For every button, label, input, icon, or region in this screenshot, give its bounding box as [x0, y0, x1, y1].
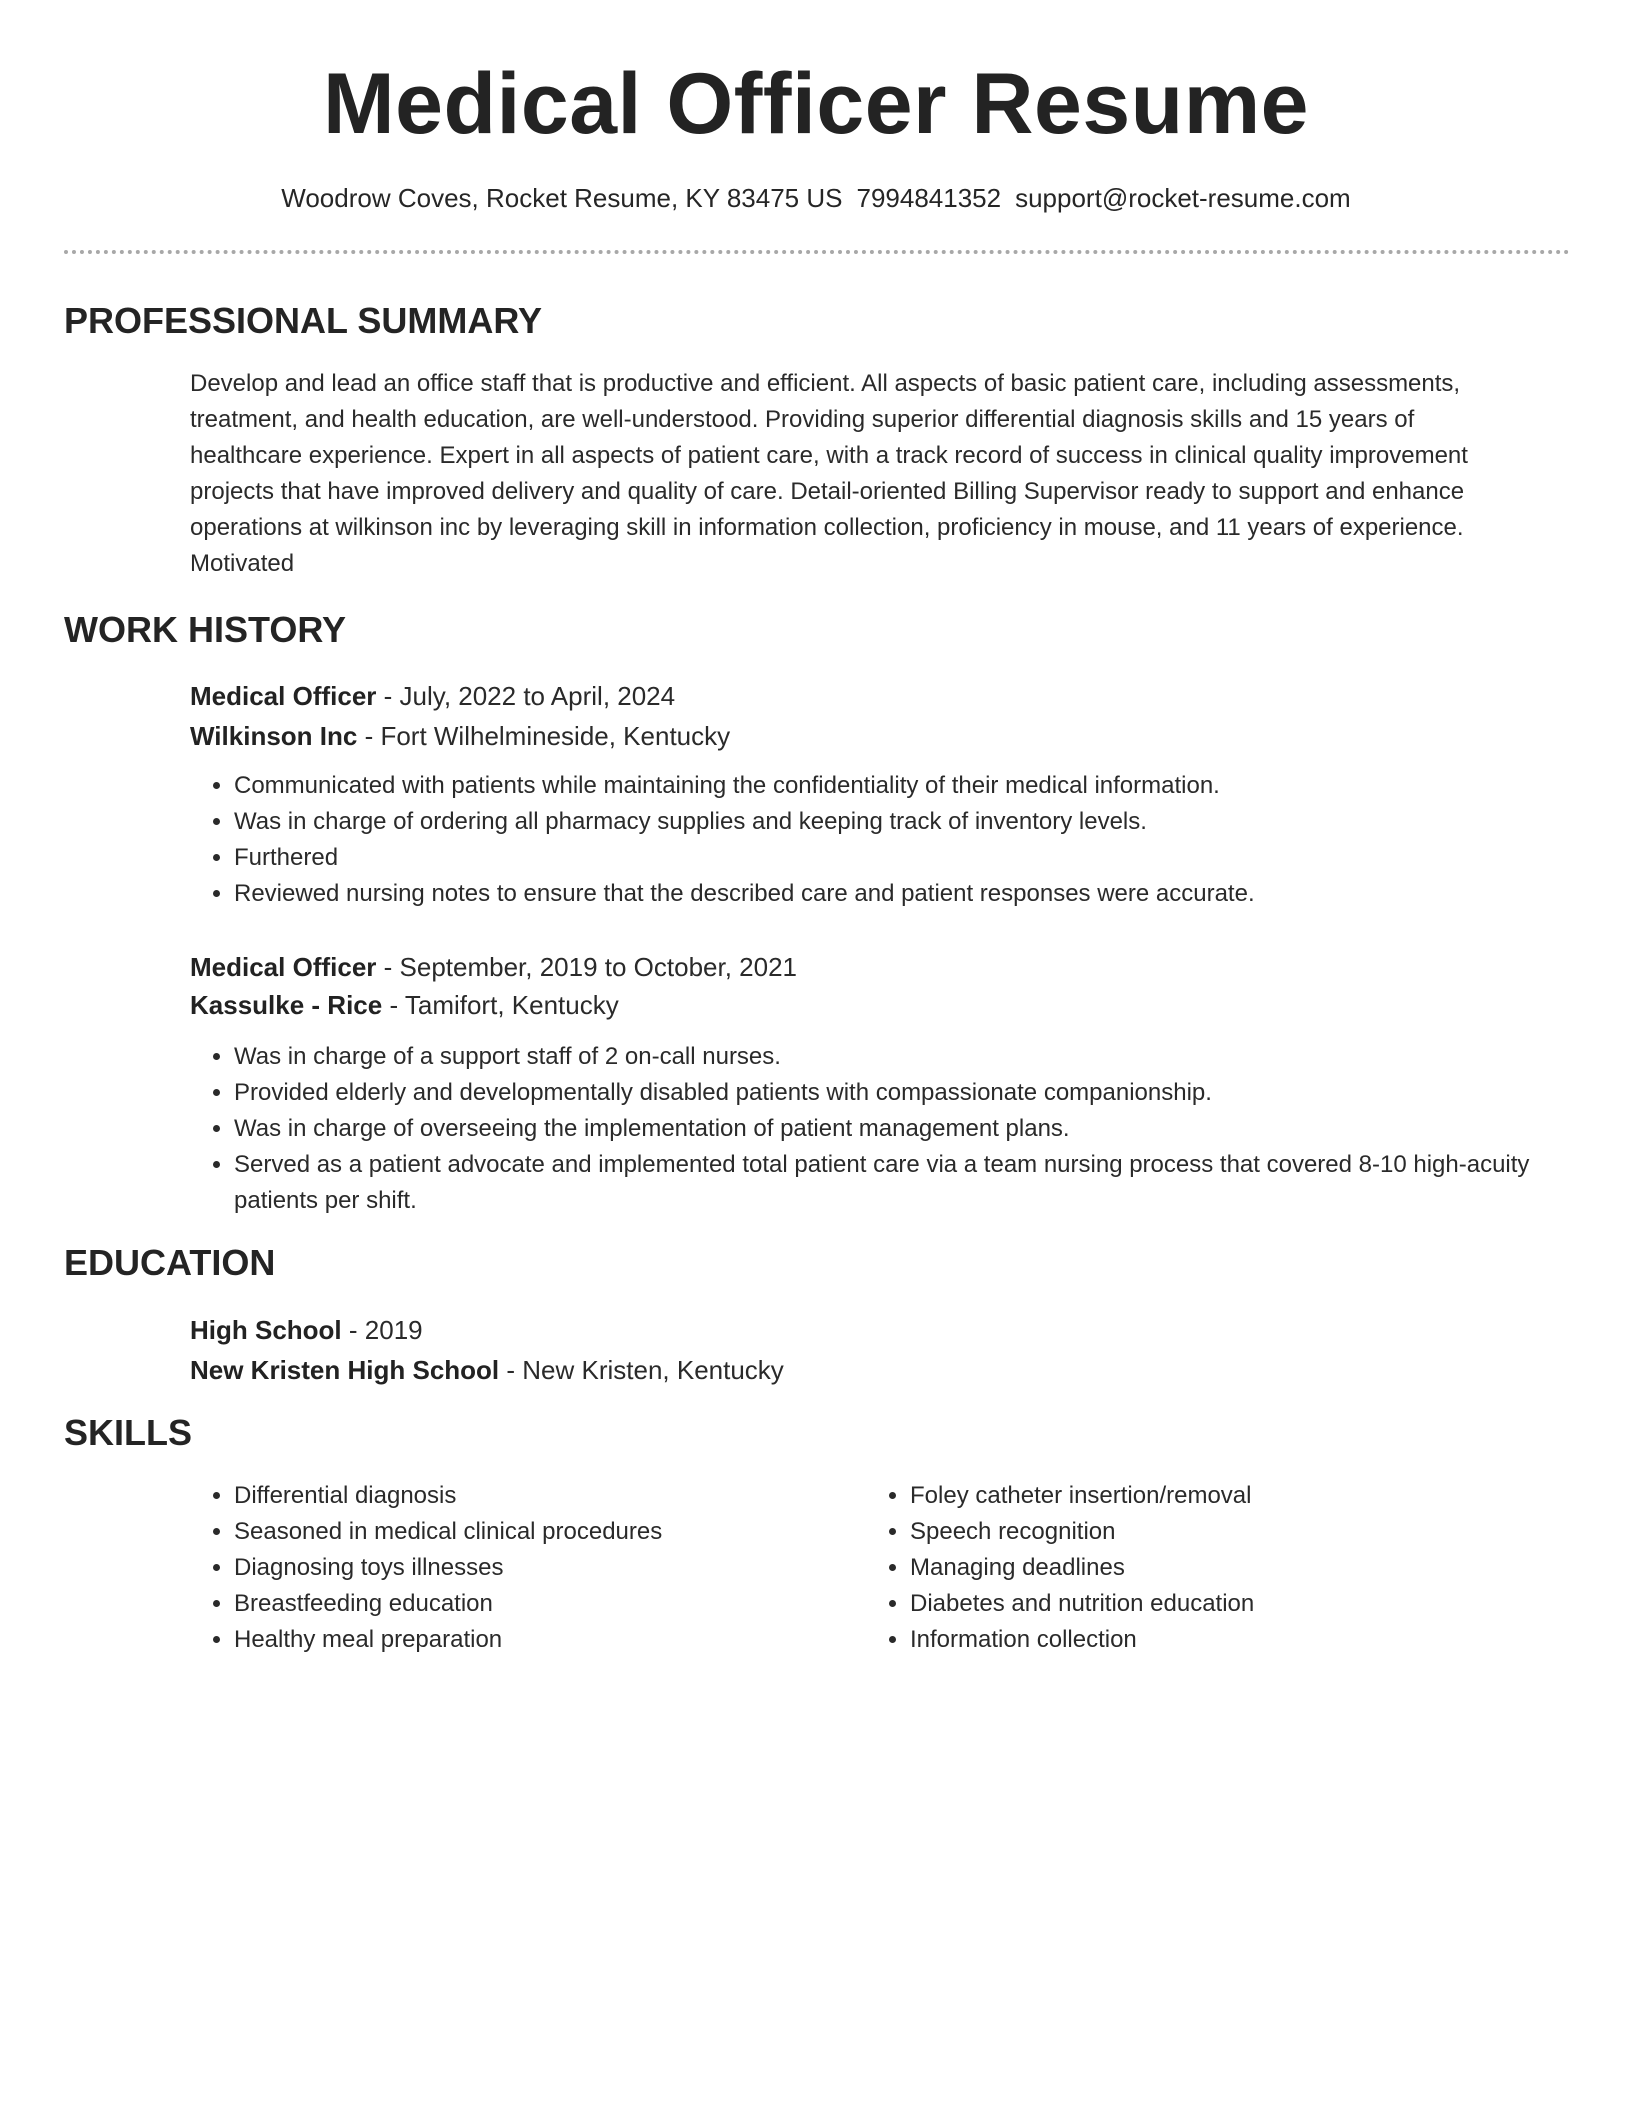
- skill-item: • Information collection: [910, 1622, 1526, 1658]
- header-divider: [64, 250, 1570, 254]
- skill-item: • Healthy meal preparation: [234, 1622, 850, 1658]
- job-bullets: [190, 768, 1530, 912]
- summary-text: Develop and lead an office staff that is productive and efficient. All aspects of basic patient care, including assessments, treatment, and health education, are well-understood. Providing superior differential diagnosis skills and 15 years of healthcare experience. Expert in all aspects of patient care, with a track record of success in clinical quality improvement projects that have improved delivery and quality of care. Detail-oriented Billing Supervisor ready to support and enhance operations at wilkinson inc by leveraging skill in information collection, proficiency in mouse, and 11 years of experience. Motivated: [190, 370, 1468, 577]
- contact-email: support@rocket-resume.com: [1015, 183, 1351, 213]
- job-title: Medical Officer: [190, 681, 377, 711]
- page-title: Medical Officer Resume: [322, 56, 1310, 152]
- education-degree-line: [190, 1310, 1530, 1350]
- list-item: • Communicated with patients while maintaining the confidentiality of their medical information.: [234, 768, 1530, 804]
- job-company-line: [190, 985, 1530, 1025]
- list-item: • Reviewed nursing notes to ensure that the described care and patient responses were accurate.: [234, 876, 1530, 912]
- education-entry: [190, 1310, 1530, 1390]
- list-item: • Served as a patient advocate and implemented total patient care via a team nursing process that covered 8-10 high-acuity patients per shift.: [234, 1147, 1530, 1219]
- job-title: Medical Officer: [190, 952, 377, 982]
- education-location: - New Kristen, Kentucky: [499, 1355, 784, 1385]
- section-heading-summary: PROFESSIONAL SUMMARY: [64, 300, 543, 341]
- list-item: • Furthered: [234, 840, 1530, 876]
- job-company: Kassulke - Rice: [190, 990, 383, 1020]
- list-item: • Provided elderly and developmentally disabled patients with compassionate companionship.: [234, 1075, 1530, 1111]
- skill-item: • Diagnosing toys illnesses: [234, 1550, 850, 1586]
- skill-item: • Managing deadlines: [910, 1550, 1526, 1586]
- job-bullets: [190, 1039, 1530, 1219]
- list-item: • Was in charge of overseeing the implementation of patient management plans.: [234, 1111, 1530, 1147]
- job-title-line: [190, 947, 1530, 987]
- list-item: • Was in charge of a support staff of 2 on-call nurses.: [234, 1039, 1530, 1075]
- summary-block: [190, 366, 1530, 582]
- job-entry-2: [190, 947, 1530, 1219]
- education-school: New Kristen High School: [190, 1355, 500, 1385]
- job-company-line: [190, 716, 1530, 756]
- skills-list-right: [866, 1478, 1526, 1658]
- job-company: Wilkinson Inc: [190, 721, 358, 751]
- skills-column-right: [866, 1478, 1526, 1658]
- contact-info: [0, 180, 1632, 216]
- skill-item: • Speech recognition: [910, 1514, 1526, 1550]
- education-year: - 2019: [341, 1315, 423, 1345]
- job-title-line: [190, 676, 1530, 716]
- job-dates: - July, 2022 to April, 2024: [376, 681, 676, 711]
- skill-item: • Differential diagnosis: [234, 1478, 850, 1514]
- skill-item: • Foley catheter insertion/removal: [910, 1478, 1526, 1514]
- skill-item: • Diabetes and nutrition education: [910, 1586, 1526, 1622]
- job-location: - Tamifort, Kentucky: [382, 990, 619, 1020]
- skill-item: • Breastfeeding education: [234, 1586, 850, 1622]
- section-heading-work: WORK HISTORY: [64, 609, 347, 650]
- list-item: • Was in charge of ordering all pharmacy supplies and keeping track of inventory levels.: [234, 804, 1530, 840]
- job-dates: - September, 2019 to October, 2021: [376, 952, 798, 982]
- skill-item: • Seasoned in medical clinical procedures: [234, 1514, 850, 1550]
- education-degree: High School: [190, 1315, 342, 1345]
- skills-column-left: [190, 1478, 850, 1658]
- contact-phone: 7994841352: [856, 183, 1002, 213]
- education-school-line: [190, 1350, 1530, 1390]
- job-location: - Fort Wilhelmineside, Kentucky: [357, 721, 731, 751]
- skills-list-left: [190, 1478, 850, 1658]
- section-heading-skills: SKILLS: [64, 1412, 193, 1453]
- section-heading-education: EDUCATION: [64, 1242, 276, 1283]
- contact-address: Woodrow Coves, Rocket Resume, KY 83475 US: [281, 183, 843, 213]
- job-entry-1: [190, 676, 1530, 912]
